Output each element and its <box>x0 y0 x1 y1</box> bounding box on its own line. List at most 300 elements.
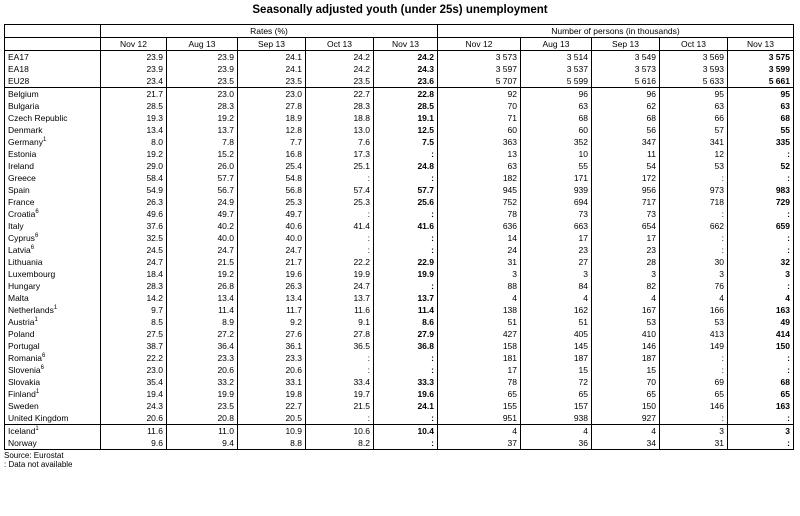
persons-cell: 729 <box>728 196 794 208</box>
rate-cell: 9.4 <box>167 437 238 450</box>
persons-cell: 636 <box>438 220 521 232</box>
rate-cell: 13.7 <box>167 124 238 136</box>
rate-cell: : <box>306 412 374 425</box>
rate-cell: : <box>374 148 438 160</box>
rate-cell: : <box>374 232 438 244</box>
rate-cell: 24.7 <box>167 244 238 256</box>
rate-cell: 19.2 <box>101 148 167 160</box>
table-title: Seasonally adjusted youth (under 25s) unemployment <box>252 4 548 16</box>
rate-cell: 23.0 <box>167 88 238 101</box>
rate-cell: 26.3 <box>101 196 167 208</box>
persons-cell: 68 <box>728 112 794 124</box>
rate-cell: 19.6 <box>374 388 438 400</box>
footnote-marker: 6 <box>35 209 39 216</box>
table-row <box>5 232 794 244</box>
persons-cell: 68 <box>592 112 660 124</box>
country-label <box>5 208 101 220</box>
persons-cell: 951 <box>438 412 521 425</box>
persons-cell: 718 <box>660 196 728 208</box>
persons-cell: 12 <box>660 148 728 160</box>
persons-cell: 155 <box>438 400 521 412</box>
footnote-marker: 1 <box>53 305 58 312</box>
rate-cell: 8.8 <box>238 437 306 450</box>
country-label <box>5 63 101 75</box>
persons-cell: 27 <box>521 256 592 268</box>
rate-cell: 24.1 <box>238 63 306 75</box>
persons-cell: 78 <box>438 208 521 220</box>
footnote-marker: 1 <box>35 389 40 396</box>
country-name: Iceland <box>8 426 36 436</box>
rate-cell: 28.3 <box>101 280 167 292</box>
persons-cell: 3 549 <box>592 51 660 64</box>
rate-cell: 32.5 <box>101 232 167 244</box>
rate-cell: 33.1 <box>238 376 306 388</box>
persons-col-header: Aug 13 <box>521 38 592 51</box>
country-name: Netherlands <box>8 305 54 315</box>
country-name: Sweden <box>8 401 39 411</box>
persons-cell: : <box>728 352 794 364</box>
country-label <box>5 88 101 101</box>
table-row <box>5 304 794 316</box>
persons-cell: 163 <box>728 304 794 316</box>
country-name: United Kingdom <box>8 413 69 423</box>
persons-cell: 32 <box>728 256 794 268</box>
table-row <box>5 244 794 256</box>
persons-cell: 24 <box>438 244 521 256</box>
persons-cell: 5 661 <box>728 75 794 88</box>
rate-cell: 22.8 <box>374 88 438 101</box>
persons-cell: 56 <box>592 124 660 136</box>
persons-cell: 17 <box>438 364 521 376</box>
rate-cell: 24.8 <box>374 160 438 172</box>
rate-cell: 21.5 <box>306 400 374 412</box>
table-row <box>5 172 794 184</box>
footnote-marker: 1 <box>34 317 38 324</box>
table-row <box>5 100 794 112</box>
footnote-na: : Data not available <box>4 460 73 469</box>
rate-cell: 27.2 <box>167 328 238 340</box>
persons-cell: 938 <box>521 412 592 425</box>
rate-cell: 24.2 <box>306 51 374 64</box>
rate-cell: 20.5 <box>238 412 306 425</box>
persons-cell: : <box>660 208 728 220</box>
country-label <box>5 304 101 316</box>
persons-cell: 23 <box>521 244 592 256</box>
country-name: Greece <box>8 173 36 183</box>
rate-cell: 24.1 <box>238 51 306 64</box>
rate-cell: 23.5 <box>306 75 374 88</box>
rate-cell: 36.8 <box>374 340 438 352</box>
persons-cell: 63 <box>438 160 521 172</box>
rate-cell: 22.9 <box>374 256 438 268</box>
country-label <box>5 100 101 112</box>
persons-cell: 4 <box>728 292 794 304</box>
rate-cell: 25.3 <box>306 196 374 208</box>
country-label <box>5 220 101 232</box>
persons-cell: 3 514 <box>521 51 592 64</box>
persons-cell: 347 <box>592 136 660 148</box>
persons-cell: 694 <box>521 196 592 208</box>
persons-cell: 70 <box>438 100 521 112</box>
country-label <box>5 184 101 196</box>
table-row <box>5 376 794 388</box>
persons-cell: 752 <box>438 196 521 208</box>
persons-cell: 166 <box>660 304 728 316</box>
rate-cell: 41.6 <box>374 220 438 232</box>
persons-cell: 49 <box>728 316 794 328</box>
table-row <box>5 412 794 425</box>
persons-cell: 3 <box>438 268 521 280</box>
persons-cell: 3 597 <box>438 63 521 75</box>
rate-cell: 26.3 <box>238 280 306 292</box>
country-label <box>5 412 101 425</box>
rate-cell: 12.5 <box>374 124 438 136</box>
persons-cell: 4 <box>592 425 660 438</box>
persons-cell: 352 <box>521 136 592 148</box>
country-label <box>5 400 101 412</box>
persons-cell: 65 <box>660 388 728 400</box>
persons-cell: 654 <box>592 220 660 232</box>
persons-cell: 69 <box>660 376 728 388</box>
persons-cell: 4 <box>438 425 521 438</box>
rate-cell: 49.7 <box>167 208 238 220</box>
rate-cell: 19.6 <box>238 268 306 280</box>
persons-cell: 51 <box>438 316 521 328</box>
footnote-marker: 6 <box>42 353 46 360</box>
persons-cell: : <box>728 172 794 184</box>
rate-cell: 19.9 <box>374 268 438 280</box>
persons-cell: 410 <box>592 328 660 340</box>
persons-cell: : <box>660 352 728 364</box>
country-name: Norway <box>8 438 37 448</box>
country-label <box>5 51 101 64</box>
rate-cell: 40.0 <box>167 232 238 244</box>
table-row <box>5 364 794 376</box>
rate-cell: 22.7 <box>238 400 306 412</box>
country-name: Ireland <box>8 161 34 171</box>
rate-cell: : <box>374 280 438 292</box>
persons-cell: 78 <box>438 376 521 388</box>
persons-cell: 95 <box>660 88 728 101</box>
rate-cell: 20.6 <box>101 412 167 425</box>
rate-cell: : <box>306 208 374 220</box>
rates-col-header: Sep 13 <box>238 38 306 51</box>
rate-cell: 41.4 <box>306 220 374 232</box>
footnote-source: Source: Eurostat <box>4 451 64 460</box>
persons-cell: 65 <box>521 388 592 400</box>
persons-cell: 65 <box>438 388 521 400</box>
persons-cell: 60 <box>438 124 521 136</box>
country-name: Finland <box>8 389 36 399</box>
persons-cell: 31 <box>660 437 728 450</box>
rate-cell: 23.5 <box>238 75 306 88</box>
rate-cell: 24.1 <box>374 400 438 412</box>
table-row <box>5 196 794 208</box>
persons-cell: 945 <box>438 184 521 196</box>
rate-cell: 11.4 <box>167 304 238 316</box>
persons-cell: 983 <box>728 184 794 196</box>
table-row <box>5 400 794 412</box>
rate-cell: 24.3 <box>374 63 438 75</box>
persons-cell: 13 <box>438 148 521 160</box>
country-name: Czech Republic <box>8 113 68 123</box>
rate-cell: 33.4 <box>306 376 374 388</box>
rate-cell: 23.5 <box>167 75 238 88</box>
table-row <box>5 316 794 328</box>
persons-cell: 23 <box>592 244 660 256</box>
persons-cell: 68 <box>521 112 592 124</box>
persons-cell: 3 <box>728 425 794 438</box>
country-label <box>5 340 101 352</box>
footnote-marker: 1 <box>35 426 39 433</box>
rate-cell: 21.5 <box>167 256 238 268</box>
rate-cell: 23.4 <box>101 75 167 88</box>
rate-cell: 13.4 <box>167 292 238 304</box>
persons-cell: 62 <box>592 100 660 112</box>
rate-cell: 28.5 <box>374 100 438 112</box>
table-row <box>5 280 794 292</box>
persons-cell: 4 <box>660 292 728 304</box>
persons-cell: 65 <box>592 388 660 400</box>
persons-cell: 956 <box>592 184 660 196</box>
persons-cell: 65 <box>728 388 794 400</box>
country-name: Italy <box>8 221 24 231</box>
rate-cell: 35.4 <box>101 376 167 388</box>
persons-cell: 96 <box>521 88 592 101</box>
persons-cell: : <box>728 244 794 256</box>
persons-cell: : <box>728 280 794 292</box>
rate-cell: 20.6 <box>238 364 306 376</box>
rate-cell: 19.4 <box>101 388 167 400</box>
country-name: Slovenia <box>8 365 41 375</box>
country-label <box>5 172 101 184</box>
footnote-marker: 1 <box>42 137 47 144</box>
rate-cell: 23.5 <box>167 400 238 412</box>
persons-cell: 163 <box>728 400 794 412</box>
persons-cell: 37 <box>438 437 521 450</box>
country-name: Germany <box>8 137 43 147</box>
rate-cell: 19.3 <box>101 112 167 124</box>
rate-cell: 13.4 <box>101 124 167 136</box>
persons-cell: : <box>660 172 728 184</box>
persons-cell: 145 <box>521 340 592 352</box>
persons-cell: 413 <box>660 328 728 340</box>
rate-cell: 9.6 <box>101 437 167 450</box>
rate-cell: 38.7 <box>101 340 167 352</box>
persons-cell: 28 <box>592 256 660 268</box>
persons-cell: 939 <box>521 184 592 196</box>
rate-cell: 11.6 <box>101 425 167 438</box>
country-name: Austria <box>8 317 35 327</box>
rate-cell: 27.8 <box>306 328 374 340</box>
rate-cell: 9.1 <box>306 316 374 328</box>
persons-cell: 14 <box>438 232 521 244</box>
persons-cell: 3 <box>660 268 728 280</box>
rate-cell: 36.5 <box>306 340 374 352</box>
persons-cell: 10 <box>521 148 592 160</box>
rate-cell: 24.7 <box>306 280 374 292</box>
country-label <box>5 425 101 438</box>
persons-cell: 335 <box>728 136 794 148</box>
persons-cell: 3 575 <box>728 51 794 64</box>
persons-cell: 36 <box>521 437 592 450</box>
country-label <box>5 352 101 364</box>
table-row <box>5 328 794 340</box>
rate-cell: 7.5 <box>374 136 438 148</box>
rate-cell: 17.3 <box>306 148 374 160</box>
persons-cell: 5 707 <box>438 75 521 88</box>
footnote-marker: 6 <box>40 365 44 372</box>
table-row <box>5 124 794 136</box>
persons-cell: 181 <box>438 352 521 364</box>
persons-cell: 15 <box>521 364 592 376</box>
rate-cell: 11.7 <box>238 304 306 316</box>
rate-cell: 15.2 <box>167 148 238 160</box>
table-row <box>5 184 794 196</box>
persons-cell: 5 599 <box>521 75 592 88</box>
persons-cell: 63 <box>660 100 728 112</box>
persons-cell: 146 <box>660 400 728 412</box>
persons-cell: 167 <box>592 304 660 316</box>
rate-cell: 25.6 <box>374 196 438 208</box>
country-name: Malta <box>8 293 29 303</box>
table-row <box>5 340 794 352</box>
persons-cell: 187 <box>592 352 660 364</box>
persons-cell: 5 633 <box>660 75 728 88</box>
country-name: Poland <box>8 329 35 339</box>
country-name: Slovakia <box>8 377 41 387</box>
persons-cell: 414 <box>728 328 794 340</box>
persons-cell: : <box>660 232 728 244</box>
rate-cell: 23.9 <box>167 63 238 75</box>
rate-cell: 7.6 <box>306 136 374 148</box>
country-label <box>5 112 101 124</box>
persons-cell: 88 <box>438 280 521 292</box>
persons-cell: 363 <box>438 136 521 148</box>
country-label <box>5 136 101 148</box>
table-row <box>5 268 794 280</box>
rate-cell: 28.5 <box>101 100 167 112</box>
country-label <box>5 280 101 292</box>
rate-cell: 11.0 <box>167 425 238 438</box>
persons-cell: 68 <box>728 376 794 388</box>
persons-cell: 30 <box>660 256 728 268</box>
rate-cell: 22.7 <box>306 88 374 101</box>
persons-cell: 76 <box>660 280 728 292</box>
country-name: Croatia <box>8 209 36 219</box>
persons-cell: 55 <box>728 124 794 136</box>
rate-cell: 37.6 <box>101 220 167 232</box>
country-label <box>5 196 101 208</box>
persons-cell: 34 <box>592 437 660 450</box>
persons-cell: 927 <box>592 412 660 425</box>
rate-cell: 8.6 <box>374 316 438 328</box>
table-row <box>5 425 794 438</box>
country-label <box>5 388 101 400</box>
rate-cell: 49.6 <box>101 208 167 220</box>
rate-cell: 54.8 <box>238 172 306 184</box>
persons-cell: : <box>660 412 728 425</box>
country-name: Portugal <box>8 341 40 351</box>
rate-cell: 24.7 <box>101 256 167 268</box>
rate-cell: 33.3 <box>374 376 438 388</box>
table-row <box>5 256 794 268</box>
country-label <box>5 437 101 450</box>
rate-cell: 19.8 <box>238 388 306 400</box>
persons-col-header: Nov 13 <box>728 38 794 51</box>
persons-cell: 187 <box>521 352 592 364</box>
rate-cell: 23.9 <box>167 51 238 64</box>
country-name: EA17 <box>8 52 29 62</box>
rate-cell: 56.7 <box>167 184 238 196</box>
persons-cell: 427 <box>438 328 521 340</box>
table-row <box>5 88 794 101</box>
persons-cell: 92 <box>438 88 521 101</box>
rates-col-header: Aug 13 <box>167 38 238 51</box>
country-label <box>5 364 101 376</box>
persons-cell: 172 <box>592 172 660 184</box>
persons-cell: 162 <box>521 304 592 316</box>
rate-cell: : <box>374 172 438 184</box>
rate-cell: 13.0 <box>306 124 374 136</box>
rate-cell: 57.4 <box>306 184 374 196</box>
rate-cell: 19.9 <box>306 268 374 280</box>
country-label <box>5 292 101 304</box>
persons-cell: 182 <box>438 172 521 184</box>
rate-cell: 21.7 <box>238 256 306 268</box>
rate-cell: 56.8 <box>238 184 306 196</box>
rates-col-header: Nov 13 <box>374 38 438 51</box>
country-name: Hungary <box>8 281 41 291</box>
rate-cell: : <box>374 364 438 376</box>
persons-cell: 54 <box>592 160 660 172</box>
persons-cell: 3 <box>728 268 794 280</box>
table-row <box>5 437 794 450</box>
rate-cell: 33.2 <box>167 376 238 388</box>
persons-cell: 4 <box>521 292 592 304</box>
country-label <box>5 148 101 160</box>
rate-cell: 8.5 <box>101 316 167 328</box>
persons-cell: 405 <box>521 328 592 340</box>
rate-cell: 19.7 <box>306 388 374 400</box>
rate-cell: 23.0 <box>101 364 167 376</box>
rate-cell: 23.3 <box>238 352 306 364</box>
rate-cell: 13.7 <box>306 292 374 304</box>
country-name: Estonia <box>8 149 37 159</box>
rate-cell: 8.2 <box>306 437 374 450</box>
table-row <box>5 220 794 232</box>
rate-cell: 7.7 <box>238 136 306 148</box>
rate-cell: 23.9 <box>101 63 167 75</box>
rate-cell: 23.3 <box>167 352 238 364</box>
rate-cell: : <box>374 412 438 425</box>
rate-cell: 19.2 <box>167 268 238 280</box>
country-label <box>5 75 101 88</box>
table-row <box>5 148 794 160</box>
country-name: Latvia <box>8 245 31 255</box>
persons-cell: 973 <box>660 184 728 196</box>
persons-cell: 138 <box>438 304 521 316</box>
country-name: France <box>8 197 35 207</box>
persons-cell: 51 <box>521 316 592 328</box>
persons-cell: 52 <box>728 160 794 172</box>
rate-cell: 18.4 <box>101 268 167 280</box>
rate-cell: : <box>306 232 374 244</box>
rate-cell: 25.3 <box>238 196 306 208</box>
persons-col-header: Oct 13 <box>660 38 728 51</box>
rate-cell: 54.9 <box>101 184 167 196</box>
persons-cell: 71 <box>438 112 521 124</box>
